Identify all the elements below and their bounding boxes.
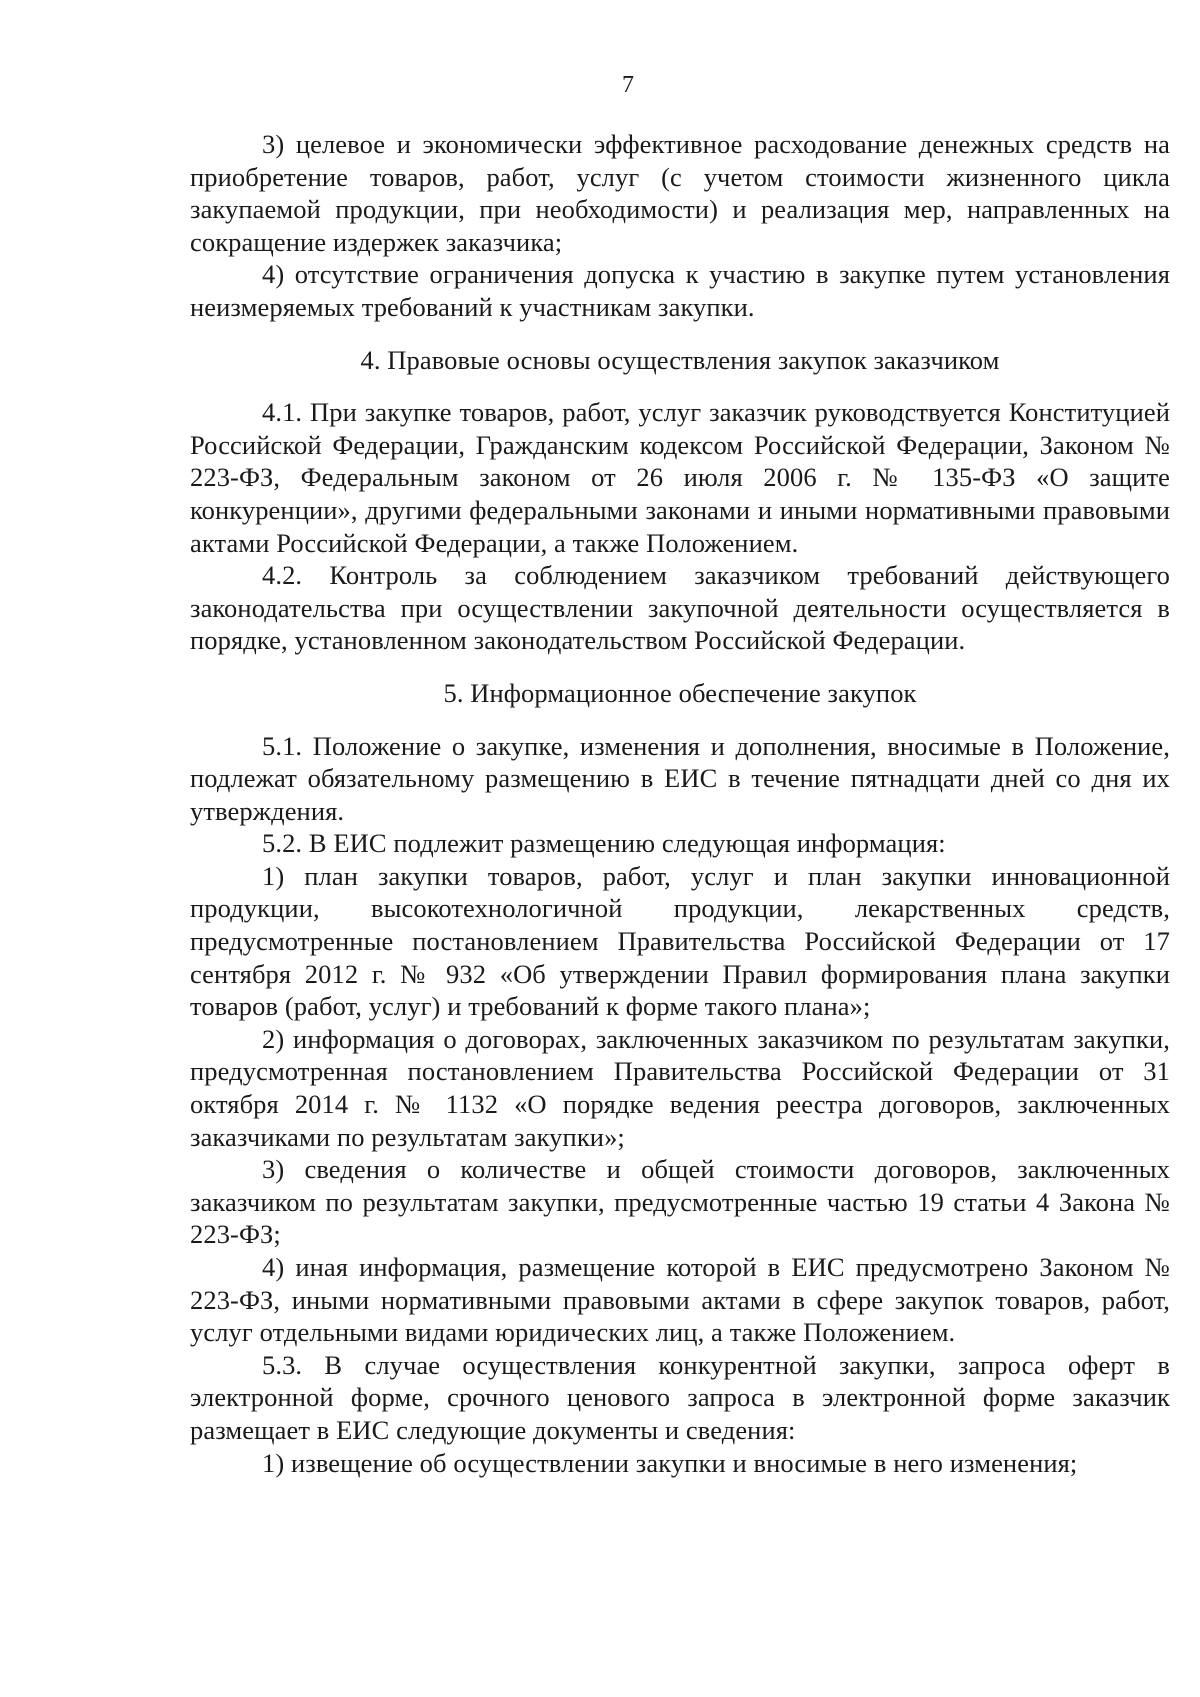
paragraph-4-1: 4.1. При закупке товаров, работ, услуг заказчик руководствуется Конституцией Российской Федерации, Гражданским кодексом Российской Федерации, Законом № 223-ФЗ, Федеральным законом от 26 июля 2006 г. № 135-ФЗ «О защите конкуренции», другими федеральными законами и иными нормативными правовыми актами Российской Федерации, а также Положением. [190, 397, 1170, 558]
paragraph-5-1: 5.1. Положение о закупке, изменения и дополнения, вносимые в Положение, подлежат обязательному размещению в ЕИС в течение пятнадцати дней со дня их утверждения. [190, 730, 1170, 826]
list-item-5-3-1: 1) извещение об осуществлении закупки и вносимые в него изменения; [262, 1447, 1078, 1478]
section-heading-4: 4. Правовые основы осуществления закупок заказчиком [360, 344, 1000, 375]
list-item-5-2-4: 4) иная информация, размещение которой в ЕИС предусмотрено Законом № 223-ФЗ, иными нормативными правовыми актами в сфере закупок товаров, работ, услуг отдельными видами юридических лиц, а также Положением. [190, 1252, 1170, 1348]
paragraph-4-no-restrictions: 4) отсутствие ограничения допуска к участию в закупке путем установления неизмеряемых требований к участникам закупки. [190, 259, 1170, 322]
paragraph-5-3: 5.3. В случае осуществления конкурентной закупки, запроса оферт в электронной форме, срочного ценового запроса в электронной форме заказчик размещает в ЕИС следующие документы и сведения: [190, 1349, 1170, 1445]
list-item-5-2-3: 3) сведения о количестве и общей стоимости договоров, заключенных заказчиком по результатам закупки, предусмотренные частью 19 статьи 4 Закона № 223-ФЗ; [190, 1154, 1170, 1250]
list-item-5-2-2: 2) информация о договорах, заключенных заказчиком по результатам закупки, предусмотренная постановлением Правительства Российской Федерации от 31 октября 2014 г. № 1132 «О порядке ведения реестра договоров, заключенных заказчиками по результатам закупки»; [190, 1023, 1170, 1152]
list-item-5-2-1: 1) план закупки товаров, работ, услуг и план закупки инновационной продукции, высокотехнологичной продукции, лекарственных средств, предусмотренные постановлением Правительства Российской Федерации от 17 сентября 2012 г. № 932 «Об утверждении Правил формирования плана закупки товаров (работ, услуг) и требований к форме такого плана»; [190, 860, 1170, 1022]
paragraph-3-targeted-spending: 3) целевое и экономически эффективное расходование денежных средств на приобретение товаров, работ, услуг (с учетом стоимости жизненного цикла закупаемой продукции, при необходимости) и реализация мер, направленных на сокращение издержек заказчика; [190, 129, 1170, 257]
paragraph-4-2: 4.2. Контроль за соблюдением заказчиком требований действующего законодательства при осуществлении закупочной деятельности осуществляется в порядке, установленном законодательством Российской Федерации. [190, 560, 1170, 656]
section-heading-5: 5. Информационное обеспечение закупок [443, 677, 917, 708]
page-number: 7 [622, 72, 634, 98]
document-body [190, 128, 1170, 1479]
paragraph-5-2: 5.2. В ЕИС подлежит размещению следующая информация: [262, 828, 946, 859]
